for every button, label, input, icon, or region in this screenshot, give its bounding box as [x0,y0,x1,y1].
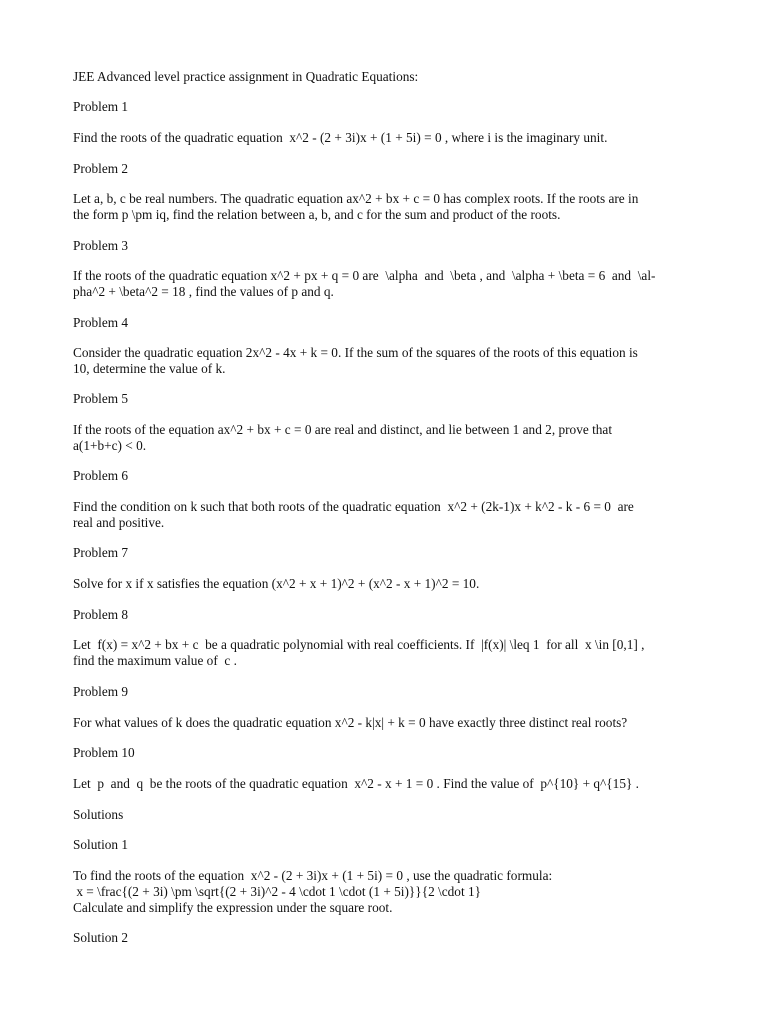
problem-3-line-1: If the roots of the quadratic equation x^2 + px + q = 0 are \alpha and \beta , and \alpha + \beta = 6 and \al- [73,268,656,283]
problem-10-heading: Problem 10 [73,745,135,760]
problem-7-text: Solve for x if x satisfies the equation (x^2 + x + 1)^2 + (x^2 - x + 1)^2 = 10. [73,576,480,591]
problem-4-line-2: 10, determine the value of k. [73,361,226,376]
solution-1-formula: x = \frac{(2 + 3i) \pm \sqrt{(2 + 3i)^2 - 4 \cdot 1 \cdot (1 + 5i)}}{2 \cdot 1} [73,884,481,899]
problem-4-line-1: Consider the quadratic equation 2x^2 - 4x + k = 0. If the sum of the squares of the roots of this equation is [73,345,638,360]
solution-1-line-1: To find the roots of the equation x^2 - (2 + 3i)x + (1 + 5i) = 0 , use the quadratic formula: [73,868,553,883]
problem-2-line-2: the form p \pm iq, find the relation between a, b, and c for the sum and product of the roots. [73,207,561,222]
solution-1-line-3: Calculate and simplify the expression under the square root. [73,900,393,915]
problem-2-heading: Problem 2 [73,161,129,176]
problem-6-line-1: Find the condition on k such that both roots of the quadratic equation x^2 + (2k-1)x + k^2 - k - 6 = 0 are [73,499,634,514]
problem-9-text: For what values of k does the quadratic equation x^2 - k|x| + k = 0 have exactly three distinct real roots? [73,715,628,730]
problem-6-line-2: real and positive. [73,515,165,530]
problem-5-line-2: a(1+b+c) < 0. [73,438,147,453]
problem-7-heading: Problem 7 [73,545,129,560]
problem-6-heading: Problem 6 [73,468,129,483]
problem-8-line-1: Let f(x) = x^2 + bx + c be a quadratic polynomial with real coefficients. If |f(x)| \leq 1 for all x \in [0,1] , [73,637,645,652]
problem-3-heading: Problem 3 [73,238,129,253]
document-title: JEE Advanced level practice assignment in Quadratic Equations: [73,69,419,84]
problem-4-heading: Problem 4 [73,315,129,330]
problem-1-text: Find the roots of the quadratic equation x^2 - (2 + 3i)x + (1 + 5i) = 0 , where i is the imaginary unit. [73,130,608,145]
problem-9-heading: Problem 9 [73,684,129,699]
problem-8-line-2: find the maximum value of c . [73,653,237,668]
problem-5-heading: Problem 5 [73,391,129,406]
problem-1-heading: Problem 1 [73,99,129,114]
problem-3-line-2: pha^2 + \beta^2 = 18 , find the values of p and q. [73,284,334,299]
problem-5-line-1: If the roots of the equation ax^2 + bx + c = 0 are real and distinct, and lie between 1 and 2, prove that [73,422,613,437]
problem-10-text: Let p and q be the roots of the quadratic equation x^2 - x + 1 = 0 . Find the value of p^{10} + q^{15} . [73,776,640,791]
problem-8-heading: Problem 8 [73,607,129,622]
solution-1-heading: Solution 1 [73,837,129,852]
solutions-heading: Solutions [73,807,124,822]
problem-2-line-1: Let a, b, c be real numbers. The quadratic equation ax^2 + bx + c = 0 has complex roots. If the roots are in [73,191,639,206]
solution-2-heading: Solution 2 [73,930,129,945]
